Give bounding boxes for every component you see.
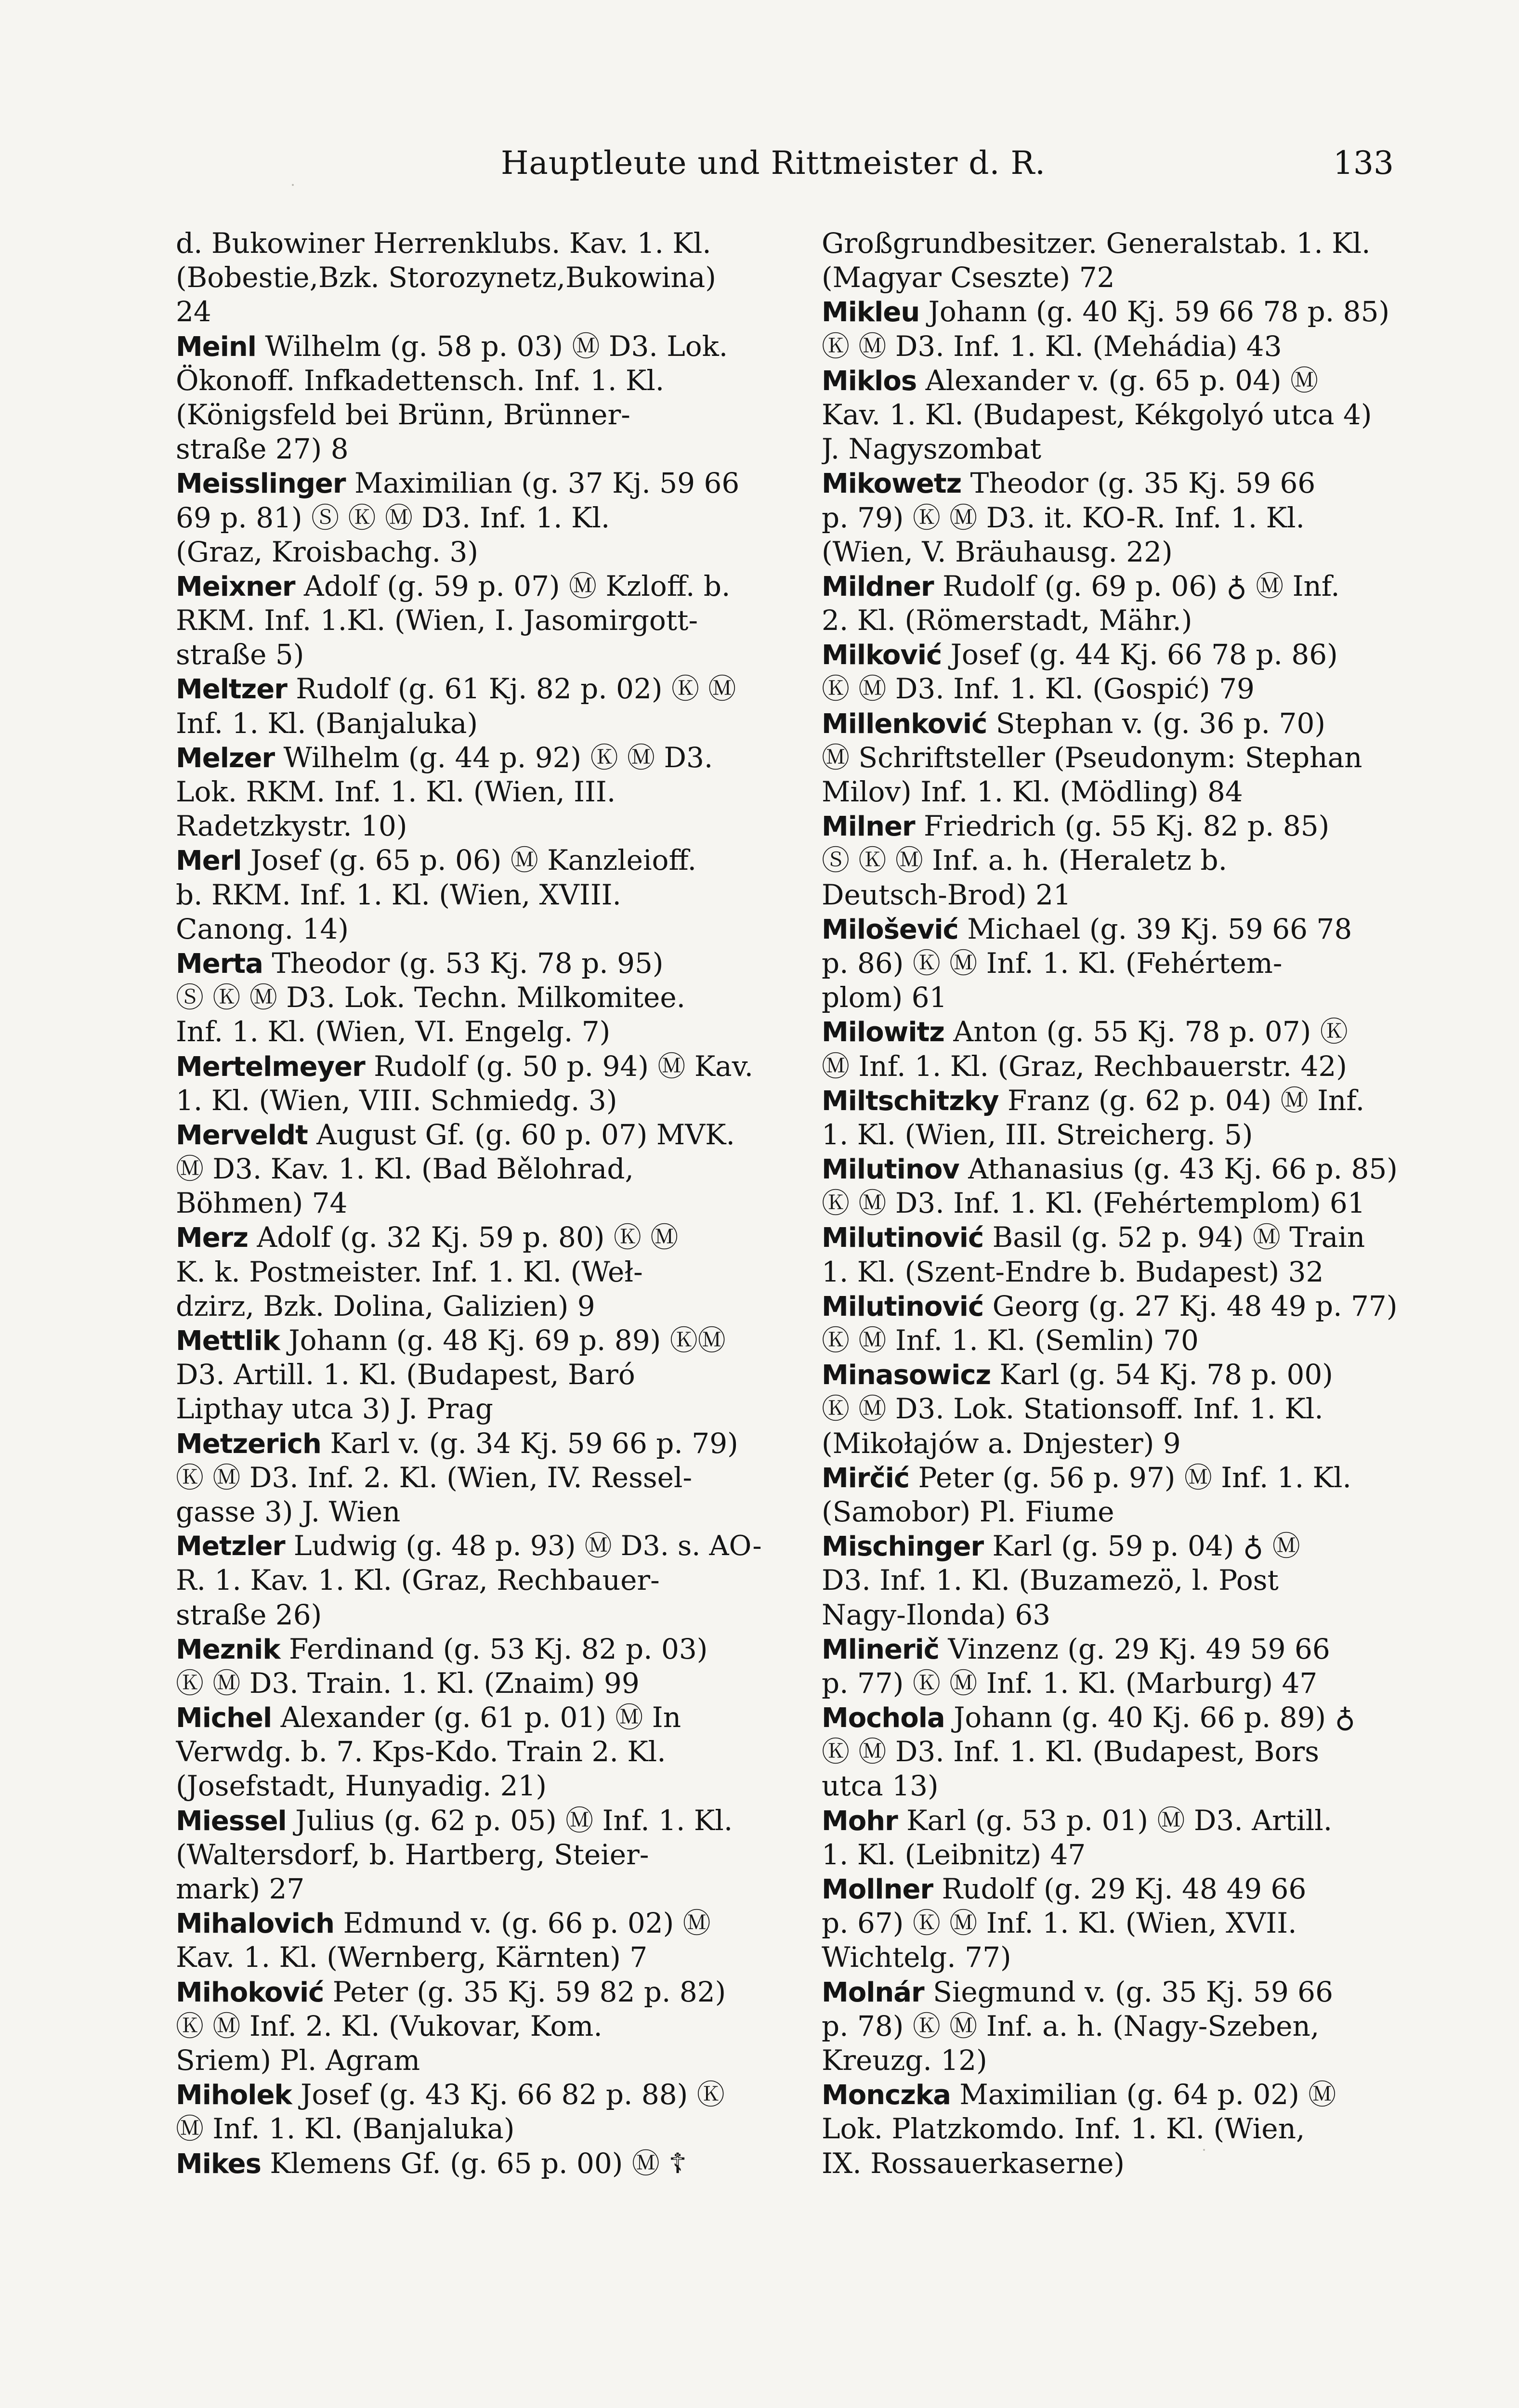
entry-text: Lok. Platzkomdo. Inf. 1. Kl. (Wien,: [822, 2112, 1305, 2146]
entry-start-line: [822, 1632, 1409, 1666]
entry-start-line: [822, 638, 1409, 672]
entry-continuation-line: [176, 501, 763, 535]
entry-start-line: [822, 364, 1409, 398]
officer-surname: Michel: [176, 1702, 272, 1734]
officer-surname: Mikes: [176, 2148, 261, 2180]
entry-start-line: [822, 1084, 1409, 1118]
entry-continuation-line: [822, 843, 1409, 877]
entry-continuation-line: [822, 535, 1409, 569]
entry-text: RKM. Inf. 1.Kl. (Wien, I. Jasomirgott-: [176, 604, 698, 637]
right-column: [822, 226, 1409, 2181]
officer-surname: Meisslinger: [176, 468, 346, 500]
entry-text: b. RKM. Inf. 1. Kl. (Wien, XVIII.: [176, 878, 621, 911]
entry-text: 1. Kl. (Szent-Endre b. Budapest) 32: [822, 1255, 1324, 1288]
entry-continuation-line: [176, 775, 763, 809]
page-header: [173, 144, 1394, 197]
entry-text: Kreuzg. 12): [822, 2043, 987, 2077]
officer-surname: Milutinović: [822, 1222, 984, 1254]
entry-start-line: [176, 466, 763, 500]
entry-text: Ⓚ Ⓜ D3. Inf. 1. Kl. (Budapest, Bors: [822, 1735, 1319, 1768]
entry-text: Ⓚ Ⓜ D3. Inf. 1. Kl. (Gospić) 79: [822, 672, 1255, 706]
entry-continuation-line: [176, 1186, 763, 1220]
entry-start-line: [176, 1426, 763, 1461]
entry-start-line: [176, 1323, 763, 1358]
entry-text: straße 26): [176, 1598, 322, 1631]
entry-text: Sriem) Pl. Agram: [176, 2043, 420, 2077]
officer-surname: Mettlik: [176, 1325, 280, 1357]
entry-text: Georg (g. 27 Kj. 48 49 p. 77): [983, 1289, 1398, 1322]
entry-text: straße 5): [176, 638, 304, 671]
entry-continuation-line: [176, 1563, 763, 1597]
entry-text: p. 67) Ⓚ Ⓜ Inf. 1. Kl. (Wien, XVII.: [822, 1907, 1297, 1940]
officer-surname: Monczka: [822, 2080, 951, 2111]
entry-continuation-line: [822, 775, 1409, 809]
entry-start-line: [176, 569, 763, 603]
entry-continuation-line: [176, 638, 763, 672]
entry-text: Theodor (g. 35 Kj. 59 66: [961, 467, 1316, 500]
entry-text: Edmund v. (g. 66 p. 02) Ⓜ: [334, 1907, 711, 1940]
officer-surname: Milošević: [822, 914, 958, 945]
entry-start-line: [176, 1118, 763, 1152]
entry-continuation-line: [176, 1084, 763, 1118]
paper-speck: [292, 184, 294, 186]
officer-surname: Mihalovich: [176, 1908, 335, 1940]
entry-start-line: [822, 1975, 1409, 2009]
entry-continuation-line: [822, 1906, 1409, 1940]
entry-continuation-line: [822, 261, 1409, 295]
entry-text: Ⓜ D3. Kav. 1. Kl. (Bad Bělohrad,: [176, 1152, 634, 1186]
officer-surname: Mildner: [822, 571, 934, 602]
entry-text: Ⓢ Ⓚ Ⓜ Inf. a. h. (Heraletz b.: [822, 844, 1228, 877]
entry-start-line: [176, 1975, 763, 2009]
officer-surname: Milowitz: [822, 1017, 944, 1048]
entry-continuation-line: [176, 1392, 763, 1426]
entry-text: (Mikołajów a. Dnjester) 9: [822, 1426, 1181, 1460]
entry-start-line: [822, 1461, 1409, 1495]
entry-continuation-line: [822, 603, 1409, 638]
entry-text: 1. Kl. (Wien, III. Streicherg. 5): [822, 1118, 1253, 1151]
entry-continuation-line: [822, 1940, 1409, 1975]
entry-text: p. 78) Ⓚ Ⓜ Inf. a. h. (Nagy-Szeben,: [822, 2009, 1320, 2042]
entry-text: Michael (g. 39 Kj. 59 66 78: [958, 912, 1352, 945]
entry-text: Lok. RKM. Inf. 1. Kl. (Wien, III.: [176, 775, 616, 808]
officer-surname: Molnár: [822, 1976, 924, 2008]
entry-text: Milov) Inf. 1. Kl. (Mödling) 84: [822, 775, 1243, 808]
entry-start-line: [176, 1632, 763, 1666]
entry-text: R. 1. Kav. 1. Kl. (Graz, Rechbauer-: [176, 1564, 660, 1597]
entry-continuation-line: [822, 946, 1409, 981]
officer-surname: Milutinov: [822, 1154, 959, 1186]
entry-start-line: [822, 809, 1409, 843]
entry-text: Verwdg. b. 7. Kps-Kdo. Train 2. Kl.: [176, 1735, 666, 1768]
entry-text: Ⓚ Ⓜ D3. Inf. 1. Kl. (Mehádia) 43: [822, 329, 1282, 363]
entry-text: Inf. 1. Kl. (Banjaluka): [176, 707, 478, 740]
entry-text: Friedrich (g. 55 Kj. 82 p. 85): [915, 810, 1330, 843]
entry-text: Ⓚ Ⓜ D3. Inf. 1. Kl. (Fehértemplom) 61: [822, 1187, 1365, 1220]
entry-continuation-line: [822, 1118, 1409, 1152]
entry-continuation-line: [176, 1495, 763, 1529]
entry-continuation-line: [176, 1358, 763, 1392]
entry-text: Kav. 1. Kl. (Budapest, Kékgolyó utca 4): [822, 398, 1372, 431]
entry-text: Karl (g. 54 Kj. 78 p. 00): [991, 1358, 1333, 1391]
entry-continuation-line: [176, 1940, 763, 1975]
entry-continuation-line: [176, 1838, 763, 1872]
officer-surname: Meixner: [176, 571, 295, 602]
entry-text: 2. Kl. (Römerstadt, Mähr.): [822, 604, 1192, 637]
entry-text: 1. Kl. (Wien, VIII. Schmiedg. 3): [176, 1084, 617, 1117]
entry-text: Großgrundbesitzer. Generalstab. 1. Kl.: [822, 227, 1371, 260]
entry-continuation-line: [822, 1769, 1409, 1803]
entry-text: Klemens Gf. (g. 65 p. 00) Ⓜ ☦: [261, 2146, 687, 2180]
entry-text: Ⓢ Ⓚ Ⓜ D3. Lok. Techn. Milkomitee.: [176, 981, 686, 1014]
entry-text: Stephan v. (g. 36 p. 70): [987, 707, 1325, 740]
entry-continuation-line: [822, 226, 1409, 261]
entry-text: mark) 27: [176, 1872, 305, 1905]
officer-surname: Meltzer: [176, 674, 287, 706]
entry-continuation-line: [822, 1735, 1409, 1769]
entry-text: Ⓜ Schriftsteller (Pseudonym: Stephan: [822, 741, 1362, 774]
entry-text: (Waltersdorf, b. Hartberg, Steier-: [176, 1838, 649, 1871]
entry-continuation-line: [176, 981, 763, 1015]
entry-text: Wichtelg. 77): [822, 1941, 1011, 1974]
entry-continuation-line: [176, 1015, 763, 1049]
entry-continuation-line: [176, 1872, 763, 1906]
entry-text: Athanasius (g. 43 Kj. 66 p. 85): [959, 1152, 1398, 1186]
entry-text: straße 27) 8: [176, 432, 349, 466]
entry-text: Ⓚ Ⓜ D3. Train. 1. Kl. (Znaim) 99: [176, 1666, 640, 1700]
officer-surname: Mertelmeyer: [176, 1051, 365, 1083]
entry-start-line: [176, 1049, 763, 1084]
entry-start-line: [822, 1701, 1409, 1735]
officer-surname: Meznik: [176, 1634, 280, 1665]
entry-text: Josef (g. 65 p. 06) Ⓜ Kanzleioff.: [241, 844, 697, 877]
entry-continuation-line: [176, 878, 763, 912]
entry-start-line: [822, 912, 1409, 946]
entry-continuation-line: [176, 535, 763, 569]
officer-surname: Minasowicz: [822, 1360, 991, 1391]
entry-text: (Königsfeld bei Brünn, Brünner-: [176, 398, 630, 431]
entry-start-line: [822, 1220, 1409, 1255]
entry-continuation-line: [822, 1255, 1409, 1289]
entry-text: K. k. Postmeister. Inf. 1. Kl. (Weł-: [176, 1255, 643, 1288]
entry-continuation-line: [176, 432, 763, 466]
entry-text: plom) 61: [822, 981, 947, 1014]
entry-continuation-line: [176, 1666, 763, 1701]
entry-text: Ökonoff. Infkadettensch. Inf. 1. Kl.: [176, 364, 665, 397]
entry-text: Ferdinand (g. 53 Kj. 82 p. 03): [280, 1632, 708, 1665]
officer-surname: Mihoković: [176, 1976, 324, 2008]
entry-start-line: [176, 329, 763, 364]
entry-text: 24: [176, 295, 211, 328]
entry-text: Adolf (g. 32 Kj. 59 p. 80) Ⓚ Ⓜ: [248, 1221, 679, 1254]
officer-surname: Mohr: [822, 1805, 898, 1837]
entry-text: J. Nagyszombat: [822, 432, 1042, 466]
entry-text: Adolf (g. 59 p. 07) Ⓜ Kzloff. b.: [295, 569, 731, 602]
entry-text: Maximilian (g. 64 p. 02) Ⓜ: [950, 2078, 1336, 2111]
entry-text: Ⓜ Inf. 1. Kl. (Banjaluka): [176, 2112, 515, 2146]
officer-surname: Merl: [176, 845, 242, 877]
entry-text: p. 79) Ⓚ Ⓜ D3. it. KO-R. Inf. 1. Kl.: [822, 501, 1305, 534]
entry-text: Maximilian (g. 37 Kj. 59 66: [345, 467, 740, 500]
entry-start-line: [822, 295, 1409, 329]
entry-continuation-line: [176, 261, 763, 295]
entry-continuation-line: [822, 2043, 1409, 2078]
entry-continuation-line: [822, 1323, 1409, 1358]
entry-text: Lipthay utca 3) J. Prag: [176, 1392, 493, 1426]
entry-start-line: [822, 2078, 1409, 2112]
entry-continuation-line: [822, 1838, 1409, 1872]
entry-start-line: [822, 1872, 1409, 1906]
officer-surname: Miklos: [822, 365, 917, 397]
entry-text: gasse 3) J. Wien: [176, 1495, 401, 1528]
entry-continuation-line: [822, 1049, 1409, 1084]
officer-surname: Milner: [822, 811, 915, 843]
entry-text: Karl (g. 53 p. 01) Ⓜ D3. Artill.: [897, 1804, 1333, 1837]
entry-continuation-line: [176, 364, 763, 398]
entry-continuation-line: [176, 1598, 763, 1632]
entry-text: p. 86) Ⓚ Ⓜ Inf. 1. Kl. (Fehértem-: [822, 946, 1283, 980]
entry-text: August Gf. (g. 60 p. 07) MVK.: [307, 1118, 735, 1151]
entry-text: Rudolf (g. 61 Kj. 82 p. 02) Ⓚ Ⓜ: [287, 672, 736, 706]
entry-text: Johann (g. 48 Kj. 69 p. 89) ⓀⓂ: [279, 1324, 726, 1357]
entry-continuation-line: [176, 398, 763, 432]
page-number: 133: [1333, 144, 1394, 182]
entry-text: (Samobor) Pl. Fiume: [822, 1495, 1114, 1528]
entry-text: Rudolf (g. 69 p. 06) ♁ Ⓜ Inf.: [933, 569, 1340, 602]
entry-continuation-line: [822, 1666, 1409, 1701]
entry-continuation-line: [822, 2146, 1409, 2181]
entry-start-line: [822, 569, 1409, 603]
entry-text: Rudolf (g. 50 p. 94) Ⓜ Kav.: [365, 1049, 754, 1083]
entry-text: D3. Inf. 1. Kl. (Buzamezö, l. Post: [822, 1564, 1279, 1597]
officer-surname: Mochola: [822, 1702, 945, 1734]
entry-continuation-line: [176, 1152, 763, 1186]
entry-continuation-line: [822, 1598, 1409, 1632]
officer-surname: Mirčić: [822, 1462, 910, 1494]
entry-text: Vinzenz (g. 29 Kj. 49 59 66: [939, 1632, 1330, 1665]
officer-surname: Miholek: [176, 2080, 292, 2111]
entry-start-line: [822, 1529, 1409, 1563]
entry-text: Radetzkystr. 10): [176, 810, 407, 843]
entry-continuation-line: [176, 1735, 763, 1769]
entry-continuation-line: [822, 741, 1409, 775]
entry-start-line: [176, 1529, 763, 1563]
entry-text: Basil (g. 52 p. 94) Ⓜ Train: [983, 1221, 1365, 1254]
entry-continuation-line: [822, 2009, 1409, 2043]
entry-text: Julius (g. 62 p. 05) Ⓜ Inf. 1. Kl.: [286, 1804, 733, 1837]
officer-surname: Miltschitzky: [822, 1085, 999, 1117]
entry-continuation-line: [176, 295, 763, 329]
left-column: [176, 226, 763, 2181]
running-title: Hauptleute und Rittmeister d. R.: [501, 144, 1046, 182]
entry-continuation-line: [176, 1769, 763, 1803]
entry-text: p. 77) Ⓚ Ⓜ Inf. 1. Kl. (Marburg) 47: [822, 1666, 1318, 1700]
entry-text: dzirz, Bzk. Dolina, Galizien) 9: [176, 1289, 595, 1322]
entry-start-line: [176, 2078, 763, 2112]
entry-continuation-line: [822, 1426, 1409, 1461]
entry-text: Ⓚ Ⓜ D3. Lok. Stationsoff. Inf. 1. Kl.: [822, 1392, 1323, 1426]
entry-text: Ⓚ Ⓜ D3. Inf. 2. Kl. (Wien, IV. Ressel-: [176, 1461, 693, 1494]
entry-text: Wilhelm (g. 58 p. 03) Ⓜ D3. Lok.: [256, 329, 728, 363]
entry-text: utca 13): [822, 1769, 939, 1803]
entry-text: D3. Artill. 1. Kl. (Budapest, Baró: [176, 1358, 635, 1391]
entry-text: Rudolf (g. 29 Kj. 48 49 66: [933, 1872, 1307, 1905]
entry-text: Josef (g. 43 Kj. 66 82 p. 88) Ⓚ: [291, 2078, 725, 2111]
entry-start-line: [822, 1804, 1409, 1838]
entry-continuation-line: [822, 672, 1409, 706]
entry-start-line: [176, 1220, 763, 1255]
officer-surname: Merz: [176, 1222, 248, 1254]
entry-text: Ludwig (g. 48 p. 93) Ⓜ D3. s. AO-: [285, 1530, 762, 1562]
entry-start-line: [822, 1152, 1409, 1186]
officer-surname: Mischinger: [822, 1531, 984, 1563]
entry-continuation-line: [176, 707, 763, 741]
entry-text: Johann (g. 40 Kj. 66 p. 89) ♁: [944, 1701, 1355, 1734]
paper-speck: [1203, 2149, 1205, 2151]
entry-text: Josef (g. 44 Kj. 66 78 p. 86): [942, 638, 1338, 671]
entry-text: Ⓚ Ⓜ Inf. 2. Kl. (Vukovar, Kom.: [176, 2009, 602, 2042]
entry-text: d. Bukowiner Herrenklubs. Kav. 1. Kl.: [176, 227, 711, 260]
entry-text: (Wien, V. Bräuhausg. 22): [822, 535, 1173, 568]
entry-continuation-line: [822, 1495, 1409, 1529]
entry-text: Böhmen) 74: [176, 1187, 348, 1220]
entry-start-line: [176, 843, 763, 877]
entry-text: (Graz, Kroisbachg. 3): [176, 535, 479, 568]
entry-text: Nagy-Ilonda) 63: [822, 1598, 1051, 1631]
entry-continuation-line: [176, 2043, 763, 2078]
entry-text: (Josefstadt, Hunyadig. 21): [176, 1769, 547, 1803]
entry-start-line: [822, 1358, 1409, 1392]
entry-continuation-line: [176, 603, 763, 638]
officer-surname: Mlinerič: [822, 1634, 939, 1665]
entry-continuation-line: [176, 809, 763, 843]
entry-text: (Magyar Cseszte) 72: [822, 261, 1115, 294]
entry-text: IX. Rossauerkaserne): [822, 2146, 1125, 2180]
entry-text: Ⓜ Inf. 1. Kl. (Graz, Rechbauerstr. 42): [822, 1049, 1347, 1083]
entry-text: Deutsch-Brod) 21: [822, 878, 1071, 911]
entry-text: Anton (g. 55 Kj. 78 p. 07) Ⓚ: [944, 1015, 1348, 1048]
officer-surname: Merta: [176, 948, 263, 980]
entry-text: 1. Kl. (Leibnitz) 47: [822, 1838, 1086, 1871]
entry-text: 69 p. 81) Ⓢ Ⓚ Ⓜ D3. Inf. 1. Kl.: [176, 501, 610, 534]
entry-text: Franz (g. 62 p. 04) Ⓜ Inf.: [998, 1084, 1365, 1117]
entry-continuation-line: [822, 501, 1409, 535]
entry-text: Johann (g. 40 Kj. 59 66 78 p. 85): [919, 295, 1390, 328]
officer-surname: Mollner: [822, 1874, 933, 1905]
entry-continuation-line: [822, 981, 1409, 1015]
entry-text: Karl v. (g. 34 Kj. 59 66 p. 79): [321, 1426, 738, 1460]
entry-continuation-line: [822, 398, 1409, 432]
officer-surname: Melzer: [176, 742, 275, 774]
entry-start-line: [176, 2146, 763, 2181]
officer-surname: Millenković: [822, 708, 987, 740]
entry-continuation-line: [822, 1392, 1409, 1426]
entry-continuation-line: [822, 1563, 1409, 1597]
entry-continuation-line: [176, 1461, 763, 1495]
officer-surname: Mikleu: [822, 297, 920, 328]
entry-start-line: [822, 466, 1409, 500]
entry-continuation-line: [822, 2112, 1409, 2146]
entry-text: Wilhelm (g. 44 p. 92) Ⓚ Ⓜ D3.: [275, 741, 713, 774]
entry-start-line: [176, 1701, 763, 1735]
officer-surname: Metzerich: [176, 1428, 321, 1460]
entry-text: Alexander v. (g. 65 p. 04) Ⓜ: [917, 364, 1319, 397]
entry-text: Peter (g. 35 Kj. 59 82 p. 82): [324, 1975, 726, 2008]
entry-text: Alexander (g. 61 p. 01) Ⓜ In: [272, 1701, 681, 1734]
entry-text: Theodor (g. 53 Kj. 78 p. 95): [262, 946, 664, 980]
officer-surname: Mikowetz: [822, 468, 962, 500]
entry-continuation-line: [822, 432, 1409, 466]
entry-text: Siegmund v. (g. 35 Kj. 59 66: [924, 1975, 1333, 2008]
entry-start-line: [176, 946, 763, 981]
officer-surname: Metzler: [176, 1531, 285, 1562]
entry-text: Ⓚ Ⓜ Inf. 1. Kl. (Semlin) 70: [822, 1324, 1199, 1357]
entry-continuation-line: [176, 912, 763, 946]
officer-surname: Merveldt: [176, 1119, 308, 1151]
officer-surname: Meinl: [176, 331, 256, 363]
officer-surname: Milković: [822, 640, 942, 671]
entry-text: Inf. 1. Kl. (Wien, VI. Engelg. 7): [176, 1015, 611, 1048]
entry-start-line: [822, 1015, 1409, 1049]
entry-continuation-line: [176, 2112, 763, 2146]
entry-continuation-line: [176, 1255, 763, 1289]
entry-start-line: [176, 741, 763, 775]
entry-text: Peter (g. 56 p. 97) Ⓜ Inf. 1. Kl.: [909, 1461, 1351, 1494]
entry-continuation-line: [822, 329, 1409, 364]
entry-start-line: [176, 1804, 763, 1838]
entry-text: Canong. 14): [176, 912, 349, 945]
officer-surname: Miessel: [176, 1805, 287, 1837]
entry-continuation-line: [176, 2009, 763, 2043]
entry-start-line: [822, 1289, 1409, 1323]
entry-continuation-line: [822, 878, 1409, 912]
entry-continuation-line: [822, 1186, 1409, 1220]
entry-continuation-line: [176, 1289, 763, 1323]
officer-surname: Milutinović: [822, 1291, 984, 1322]
entry-start-line: [176, 672, 763, 706]
entry-continuation-line: [176, 226, 763, 261]
entry-text: Karl (g. 59 p. 04) ♁ Ⓜ: [983, 1530, 1300, 1563]
entry-start-line: [822, 707, 1409, 741]
entry-start-line: [176, 1906, 763, 1940]
entry-text: Kav. 1. Kl. (Wernberg, Kärnten) 7: [176, 1941, 648, 1974]
entry-text: (Bobestie,Bzk. Storozynetz,Bukowina): [176, 261, 716, 294]
